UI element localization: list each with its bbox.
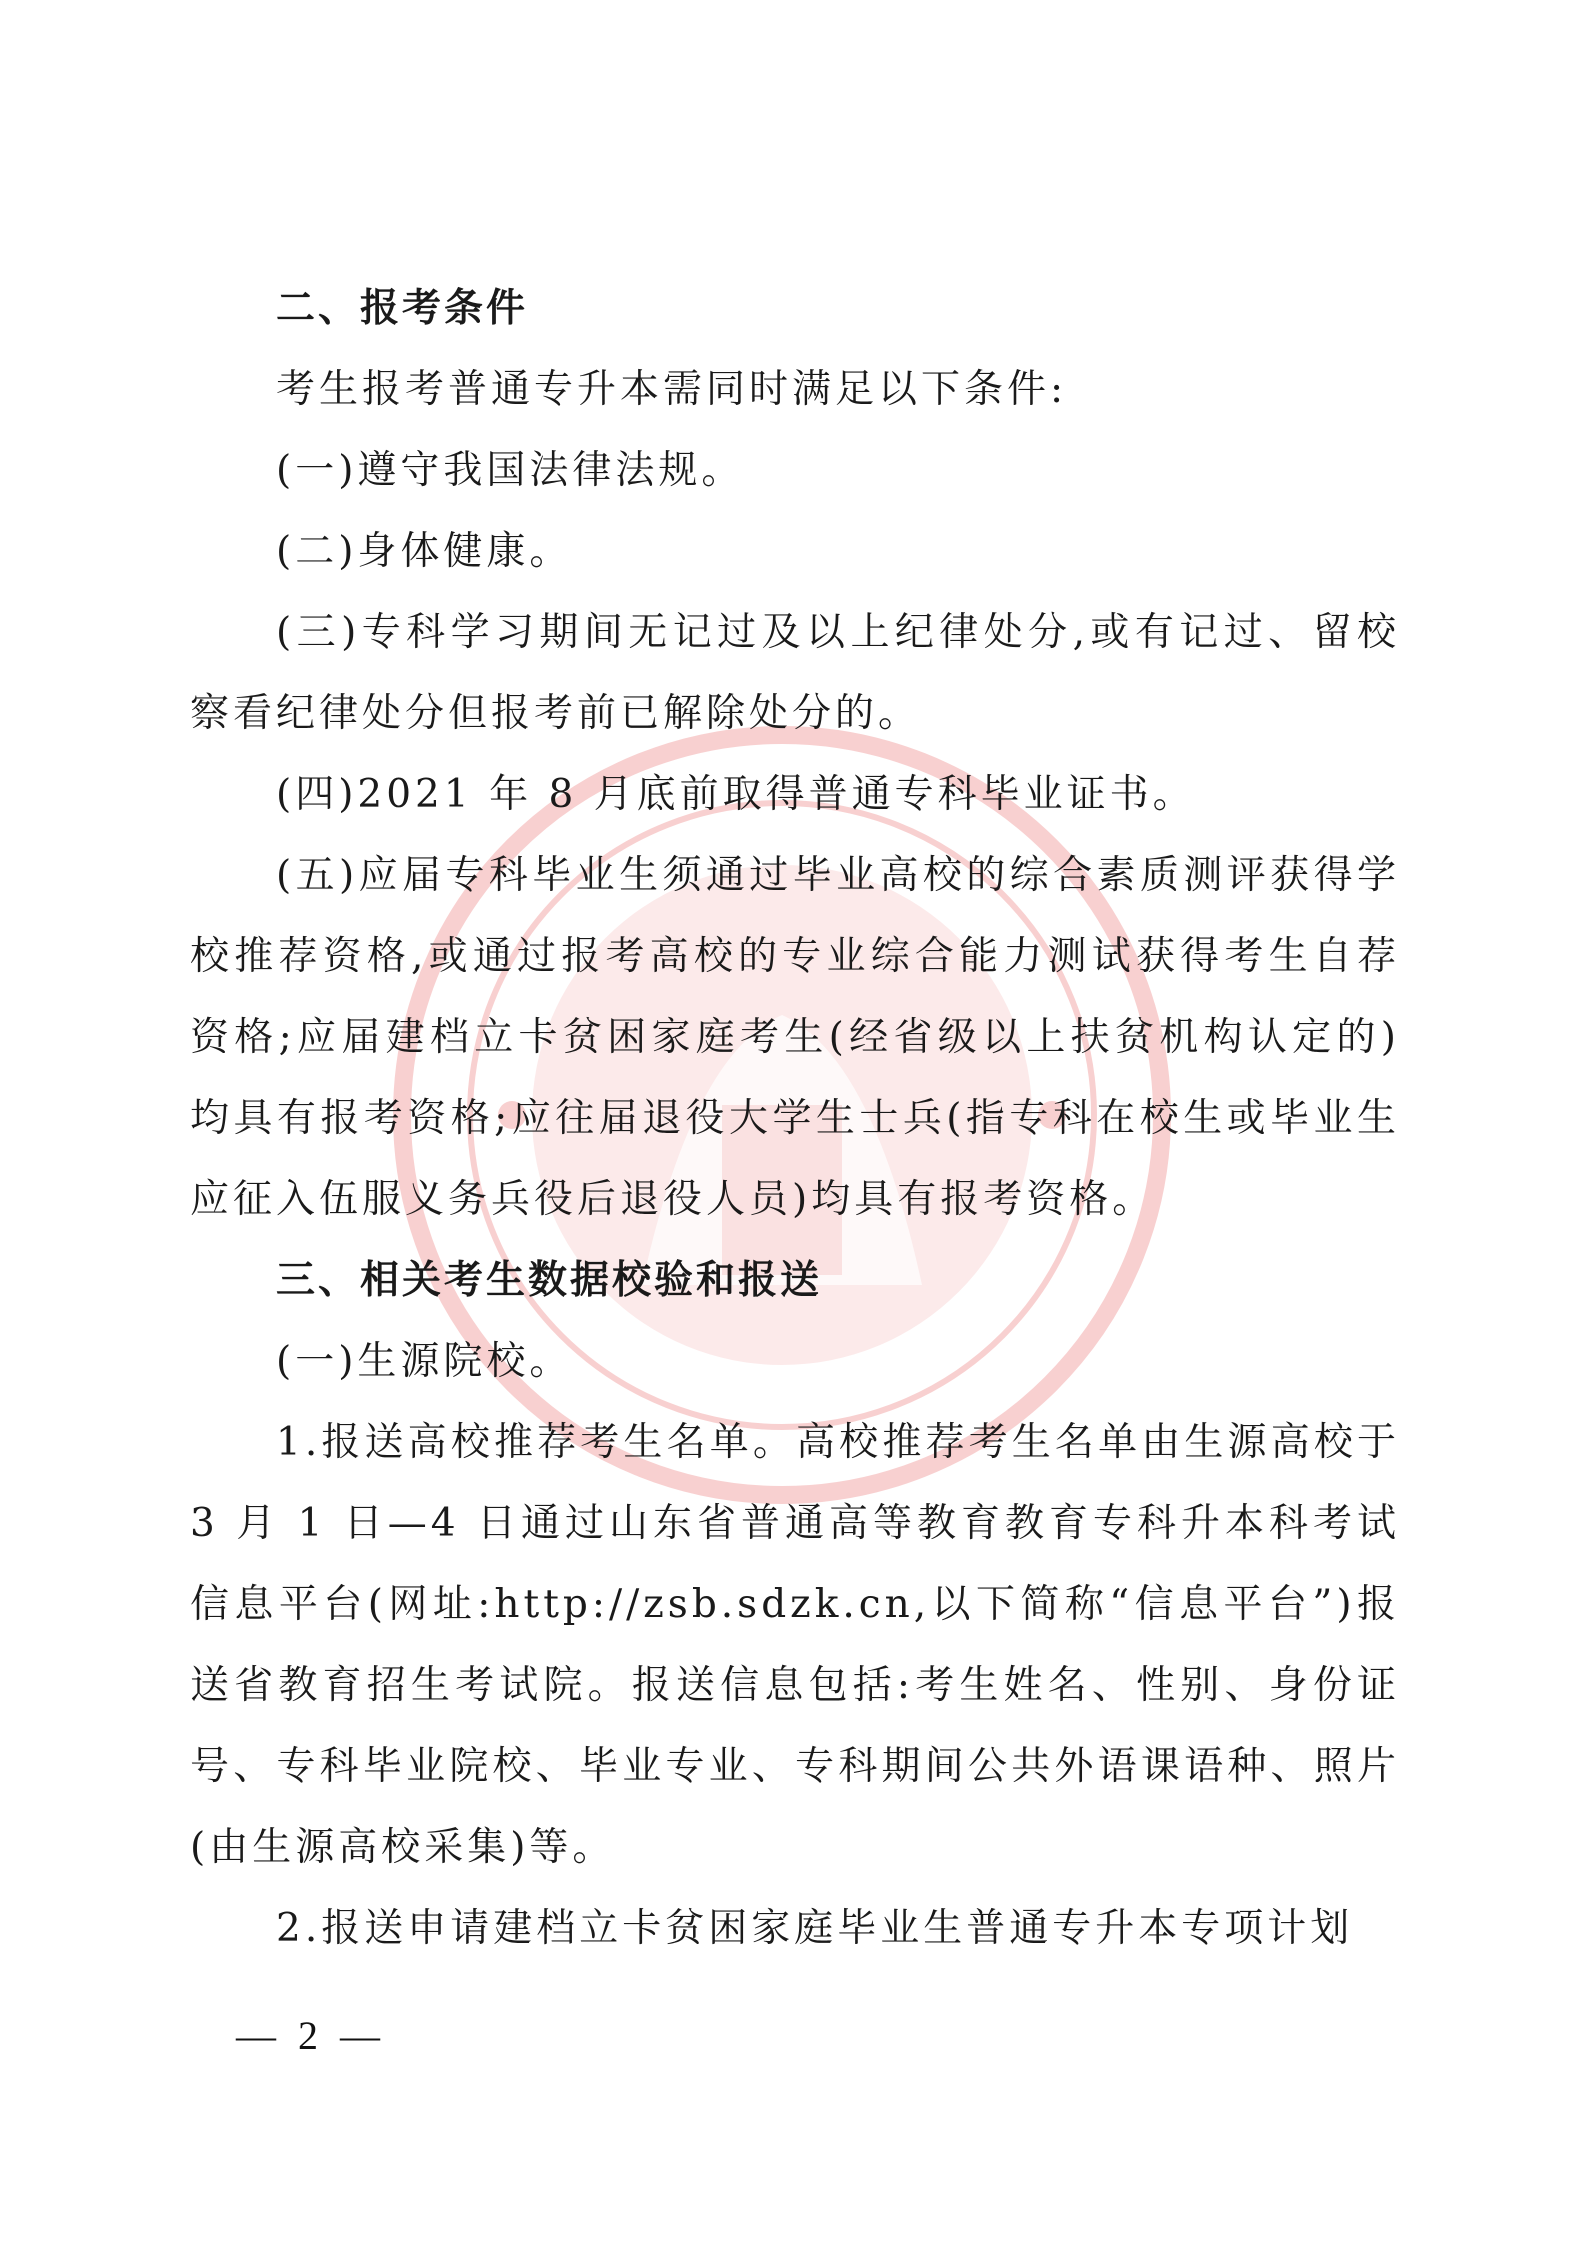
section-heading-data-verification: 三、相关考生数据校验和报送 <box>276 1258 823 1303</box>
paragraph-intro: 考生报考普通专升本需同时满足以下条件: <box>276 367 1068 412</box>
paragraph-condition-1: (一)遵守我国法律法规。 <box>276 448 745 493</box>
paragraph-item-1: 1.报送高校推荐考生名单。高校推荐考生名单由生源高校于 3 月 1 日—4 日通过山东省普通高等教育教育专科升本科考试信息平台(网址:http://zsb.sdzk.cn,以下简称“信息平台”)报送省教育招生考试院。报送信息包括:考生姓名、性别、身份证号、专科毕业院校、毕业专业、专科期间公共外语课语种、照片(由生源高校采集)等。 <box>190 1420 1400 1870</box>
document-body <box>190 268 1400 1969</box>
page-number: — 2 — <box>236 2013 386 2058</box>
section-heading-conditions: 二、报考条件 <box>276 286 529 331</box>
paragraph-condition-3: (三)专科学习期间无记过及以上纪律处分,或有记过、留校察看纪律处分但报考前已解除处分的。 <box>190 610 1400 736</box>
paragraph-condition-2: (二)身体健康。 <box>276 529 573 574</box>
paragraph-source-schools: (一)生源院校。 <box>276 1339 573 1384</box>
paragraph-condition-4: (四)2021 年 8 月底前取得普通专科毕业证书。 <box>276 772 1196 817</box>
paragraph-item-2: 2.报送申请建档立卡贫困家庭毕业生普通专升本专项计划 <box>276 1906 1354 1951</box>
paragraph-condition-5: (五)应届专科毕业生须通过毕业高校的综合素质测评获得学校推荐资格,或通过报考高校的专业综合能力测试获得考生自荐资格;应届建档立卡贫困家庭考生(经省级以上扶贫机构认定的)均具有报考资格;应往届退役大学生士兵(指专科在校生或毕业生应征入伍服义务兵役后退役人员)均具有报考资格。 <box>190 853 1400 1222</box>
